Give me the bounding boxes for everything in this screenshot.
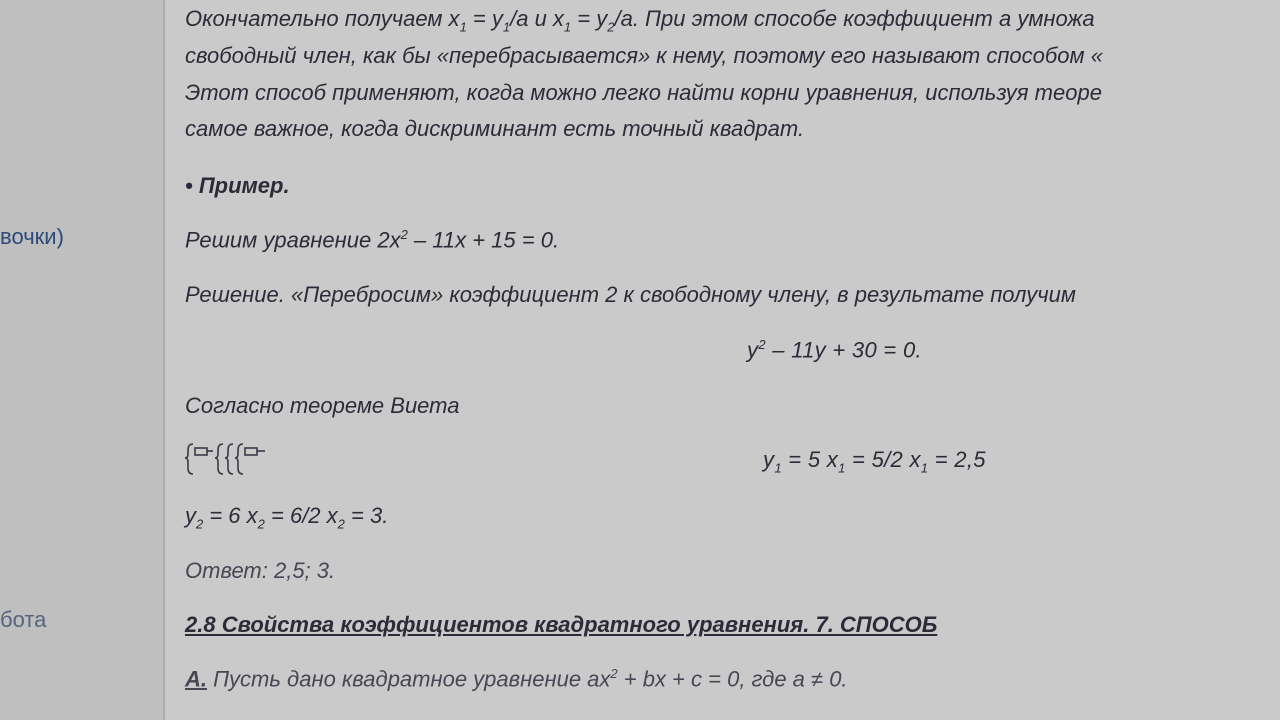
section-heading-link[interactable]: 2.8 Свойства коэффициентов квадратного уравнения. 7. СПОСОБ [185,612,938,637]
section-a-label: А. [185,666,207,692]
paragraph-line-4: самое важное, когда дискриминант есть точный квадрат. [185,116,805,141]
sidebar-link-item-2[interactable]: бота [0,607,47,632]
sidebar [0,0,163,720]
sidebar-link-item-1[interactable]: вочки) [0,224,64,249]
vieta-text: Согласно теореме Виета [185,393,460,418]
article-content [165,0,1280,720]
equation-2: $y^2 - 11y + 30 = 0$. [747,337,922,363]
answer-text: Ответ: 2,5; 3. [185,558,336,583]
paragraph-line-1: Окончательно получаем $x_1 = y_1/a$ и $x_1 = y_2/a$. При этом способе коэффициент а умножа [185,6,1095,35]
section-a-text: А. Пусть дано квадратное уравнение $ax^2$ + bx + c = 0, где а ≠ 0. [185,666,848,692]
example-heading: • Пример. [185,173,290,198]
roots-line-1: $y_1 = 5$ $x_1 = 5/2$ $x_1 = 2,5$ [763,447,986,476]
paragraph-line-2: свободный член, как бы «перебрасывается» к нему, поэтому его называют способом « [185,43,1103,68]
paragraph-line-3: Этот способ применяют, когда можно легко найти корни уравнения, используя теоре [185,80,1102,105]
roots-line-2: $y_2 = 6$ $x_2 = 6/2$ $x_2 = 3$. [185,503,389,532]
solution-text: Решение. «Перебросим» коэффициент 2 к свободному члену, в результате получим [185,282,1076,307]
broken-formula-icon [185,438,275,478]
equation-1: Решим уравнение $2x^2 - 11x + 15 = 0$. [185,227,560,253]
